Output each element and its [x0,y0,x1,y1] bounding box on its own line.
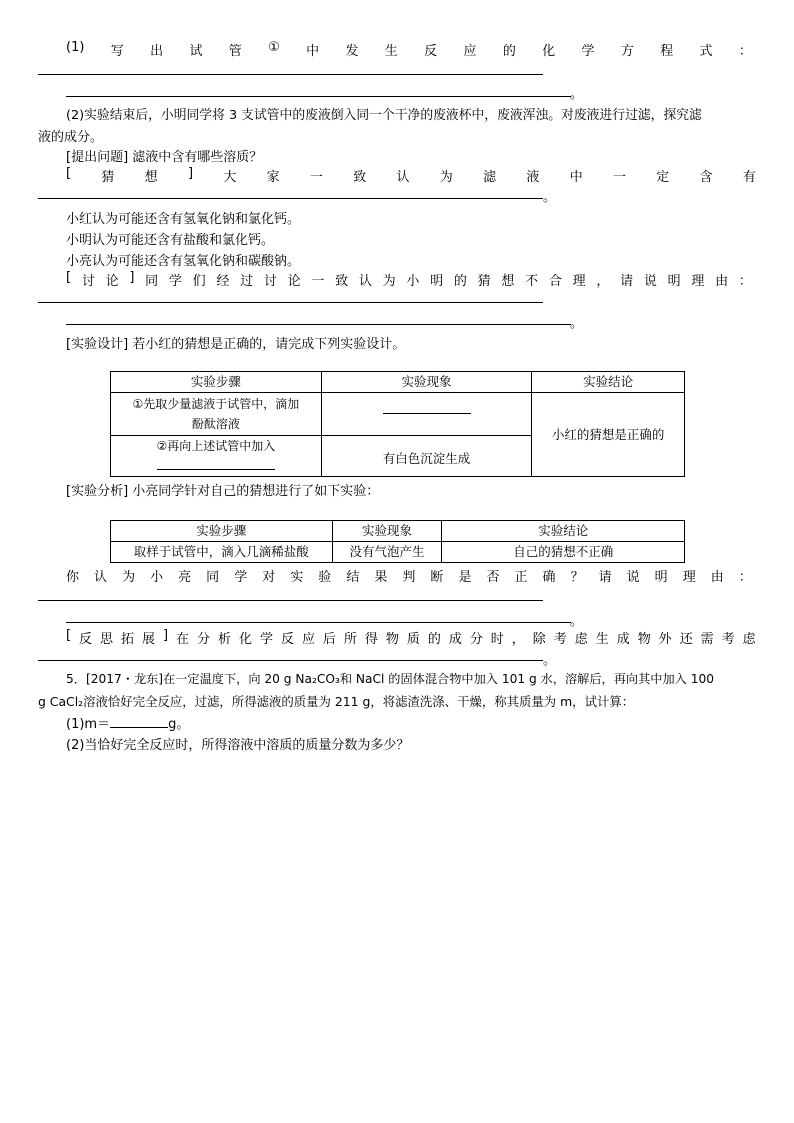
judge-char: ？ [570,570,584,585]
guess-period: 。 [543,190,557,205]
judge-char: 是 [458,570,472,585]
judge-char: 认 [94,570,108,585]
design-table [110,371,685,477]
reflect-char: 外 [658,632,672,647]
discuss-char: 一 [311,274,325,289]
reflect-char: 反 [280,632,294,647]
discuss-char: 论 [105,274,119,289]
discuss-char: 猜 [477,274,491,289]
table1-row1-step-line1: ①先取少量滤液于试管中，滴加 [132,397,300,411]
guess-char: 想 [144,170,158,185]
reflect-char: 考 [553,632,567,647]
reflect-char: 物 [385,632,399,647]
discuss-char: 论 [287,274,301,289]
discuss-char: 说 [643,274,657,289]
reflect-char: 虑 [574,632,588,647]
discuss-answer-line-2 [66,324,571,325]
q1-line [66,40,752,59]
discuss-char: 明 [430,274,444,289]
judge-char: 请 [598,570,612,585]
reflect-char: 化 [238,632,252,647]
q1-char: 中 [306,44,320,59]
table1-row1-step-line2: 酚酞溶液 [191,417,240,431]
judge-char: 正 [514,570,528,585]
guess-char: 一 [309,170,323,185]
hong-guess: 小红认为可能还含有氢氧化钠和氯化钙。 [66,212,301,227]
discuss-char: 不 [525,274,539,289]
reflect-char: 反 [79,632,93,647]
guess-char: 液 [526,170,540,185]
discuss-char: 小 [406,274,420,289]
reflect-char: 的 [427,632,441,647]
analysis-prompt: [实验分析] 小亮同学针对自己的猜想进行了如下实验： [66,484,380,499]
table2-conclusion: 自己的猜想不正确 [442,542,685,563]
guess-char: ] [187,166,194,181]
discuss-answer-line-1 [38,302,543,303]
reflect-char: 所 [343,632,357,647]
discuss-char: 认 [358,274,372,289]
discuss-char: ： [738,274,752,289]
q1-char: ： [738,44,752,59]
judge-char: 学 [234,570,248,585]
q1-char: 发 [345,44,359,59]
design-prompt: [实验设计] 若小红的猜想是正确的，请完成下列实验设计。 [66,337,406,352]
discuss-char: 请 [620,274,634,289]
q1-char: 学 [581,44,595,59]
reflect-char: ， [511,632,525,647]
guess-char: 认 [396,170,410,185]
blank-underline [157,461,275,470]
reflect-char: 虑 [742,632,756,647]
reflect-char: [ [66,628,72,643]
table1-row1-step [111,393,322,436]
guess-char: 猜 [101,170,115,185]
judge-char: 果 [374,570,388,585]
judge-char: 结 [346,570,360,585]
table1-row2-step[interactable] [111,436,322,477]
blank-underline [383,401,471,414]
q1-char: 程 [660,44,674,59]
discuss-char: 学 [168,274,182,289]
judge-char: 验 [318,570,332,585]
judge-line [66,566,752,585]
reflect-char: 需 [700,632,714,647]
reflect-char: 拓 [121,632,135,647]
judge-period: 。 [570,614,584,629]
discuss-char: ， [596,274,610,289]
q1-char: ① [268,40,280,55]
q1-char: 反 [424,44,438,59]
q2-question: [提出问题] 滤液中含有哪些溶质？ [66,150,263,165]
judge-char: 确 [542,570,556,585]
table2-header-conclusion: 实验结论 [442,521,685,542]
guess-char: 大 [223,170,237,185]
discuss-char: ] [129,270,135,285]
q5-sub1-prefix: (1)m＝ [66,717,111,732]
judge-char: 同 [206,570,220,585]
guess-char: 为 [439,170,453,185]
discuss-period: 。 [570,316,584,331]
q1-char: 式 [699,44,713,59]
q1-period: 。 [570,87,584,102]
discuss-char: 经 [216,274,230,289]
reflect-char: 得 [364,632,378,647]
q1-answer-line-2 [66,96,571,97]
q1-char: 试 [189,44,203,59]
reflect-char: 成 [616,632,630,647]
q5-sub1-blank[interactable] [110,714,168,728]
reflect-char: 学 [259,632,273,647]
discuss-char: 的 [453,274,467,289]
discuss-char: 由 [715,274,729,289]
reflect-char: 成 [448,632,462,647]
reflect-char: 分 [469,632,483,647]
guess-char: 定 [656,170,670,185]
discuss-char: 讨 [81,274,95,289]
table1-row1-phenomenon-blank[interactable] [321,393,532,436]
table2-step: 取样于试管中，滴入几滴稀盐酸 [111,542,333,563]
reflect-char: 后 [322,632,336,647]
discuss-char: 致 [335,274,349,289]
reflect-char: 析 [218,632,232,647]
judge-char: 由 [710,570,724,585]
reflect-char: 还 [679,632,693,647]
reflect-period: 。 [543,653,557,668]
q2-intro-line2: 液的成分。 [38,130,104,145]
guess-line [66,166,756,185]
reflect-char: 考 [721,632,735,647]
guess-char: 致 [353,170,367,185]
liang-guess: 小亮认为可能还含有氢氧化钠和碳酸钠。 [66,254,301,269]
reflect-line [66,628,756,647]
discuss-char: 讨 [263,274,277,289]
q1-char: 出 [150,44,164,59]
table1-row2-step-text: ②再向上述试管中加入 [156,439,276,453]
q5-line2: g CaCl₂溶液恰好完全反应，过滤，所得滤液的质量为 211 g，将滤渣洗涤、干燥，称其质量为 m，试计算： [38,694,635,709]
discuss-char: 合 [548,274,562,289]
discuss-line [66,270,752,289]
q5-sub1-suffix: g。 [168,717,190,732]
reflect-char: 应 [301,632,315,647]
guess-char: 家 [266,170,280,185]
q1-char: 写 [110,44,124,59]
guess-char: [ [66,166,72,181]
judge-char: 对 [262,570,276,585]
reflect-answer-line [38,660,543,661]
discuss-char: 过 [240,274,254,289]
reflect-char: 时 [490,632,504,647]
judge-char: 亮 [178,570,192,585]
q1-answer-line-1 [38,74,543,75]
table1-header-phenomenon: 实验现象 [321,372,532,393]
q5-line1: 5．[2017・龙东]在一定温度下，向 20 g Na₂CO₃和 NaCl 的固体混合物中加入 101 g 水，溶解后，再向其中加入 100 [66,672,714,686]
table2-phenomenon: 没有气泡产生 [332,542,442,563]
reflect-char: 质 [406,632,420,647]
discuss-char: 想 [501,274,515,289]
judge-char: 小 [150,570,164,585]
ming-guess: 小明认为可能还含有盐酸和氯化钙。 [66,233,275,248]
q5-sub2: (2)当恰好完全反应时，所得溶液中溶质的质量分数为多少？ [66,738,410,753]
guess-char: 一 [612,170,626,185]
discuss-char: 明 [667,274,681,289]
table2-header-step: 实验步骤 [111,521,333,542]
judge-char: 你 [66,570,80,585]
q1-char: 的 [502,44,516,59]
judge-char: 实 [290,570,304,585]
table1-header-conclusion: 实验结论 [532,372,685,393]
judge-char: 断 [430,570,444,585]
judge-char: 判 [402,570,416,585]
q1-char: 应 [463,44,477,59]
q2-intro-line1: (2)实验结束后，小明同学将 3 支试管中的废液倒入同一个干净的废液杯中，废液浑浊。对废液进行过滤，探究滤 [66,108,702,123]
reflect-char: 生 [595,632,609,647]
judge-char: 明 [654,570,668,585]
judge-char: 否 [486,570,500,585]
judge-char: 为 [122,570,136,585]
judge-answer-line-2 [66,622,571,623]
table1-header-step: 实验步骤 [111,372,322,393]
guess-char: 中 [569,170,583,185]
q1-char: 生 [384,44,398,59]
discuss-char: 理 [691,274,705,289]
discuss-char: 为 [382,274,396,289]
reflect-char: 在 [176,632,190,647]
table1-row2-phenomenon: 有白色沉淀生成 [321,436,532,477]
reflect-char: 展 [142,632,156,647]
q1-char: 方 [620,44,634,59]
reflect-char: 分 [197,632,211,647]
discuss-char: 理 [572,274,586,289]
analysis-table [110,520,685,563]
guess-answer-line [38,198,543,199]
guess-char: 滤 [483,170,497,185]
reflect-char: ] [162,628,169,643]
judge-char: ： [738,570,752,585]
guess-char: 含 [699,170,713,185]
q1-number: (1) [66,40,85,55]
judge-char: 理 [682,570,696,585]
table2-header-phenomenon: 实验现象 [332,521,442,542]
reflect-char: 物 [637,632,651,647]
guess-char: 有 [742,170,756,185]
discuss-char: [ [66,270,72,285]
reflect-char: 思 [100,632,114,647]
judge-answer-line-1 [38,600,543,601]
discuss-char: 同 [145,274,159,289]
q1-char: 管 [228,44,242,59]
judge-char: 说 [626,570,640,585]
reflect-char: 除 [532,632,546,647]
table1-conclusion: 小红的猜想是正确的 [532,393,685,477]
q1-char: 化 [542,44,556,59]
q5-sub1 [66,713,189,732]
discuss-char: 们 [192,274,206,289]
